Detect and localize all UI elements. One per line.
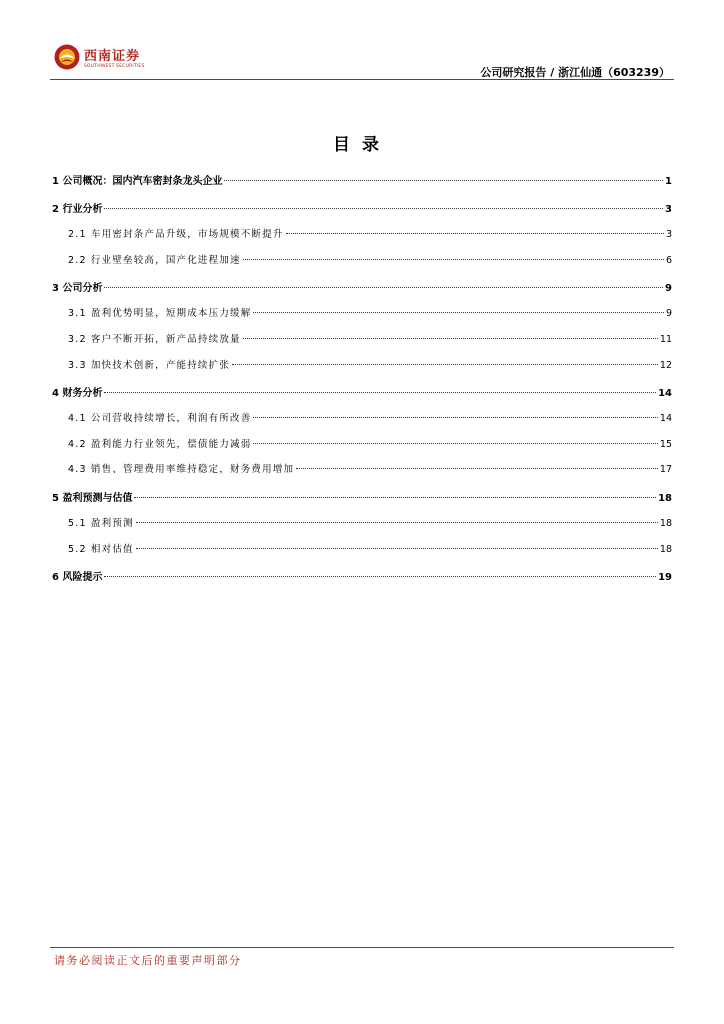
toc-leader-dots <box>253 443 657 444</box>
toc-entry-label: 1 公司概况：国内汽车密封条龙头企业 <box>52 176 223 187</box>
report-title: 公司研究报告 / 浙江仙通（603239） <box>480 66 670 79</box>
toc-subentry[interactable] <box>68 331 672 345</box>
disclaimer-notice: 请务必阅读正文后的重要声明部分 <box>54 954 242 967</box>
toc-entry-label: 4.2 盈利能力行业领先，偿债能力减弱 <box>68 439 252 450</box>
toc-entry-label: 5.2 相对估值 <box>68 544 134 555</box>
toc-entry-label: 2.1 车用密封条产品升级，市场规模不断提升 <box>68 229 284 240</box>
toc-entry-label: 3.3 加快技术创新，产能持续扩张 <box>68 360 231 371</box>
toc-entry-label: 4 财务分析 <box>52 388 103 399</box>
toc-entry-label: 6 风险提示 <box>52 572 103 583</box>
toc-leader-dots <box>243 338 658 339</box>
toc-leader-dots <box>134 497 656 498</box>
toc-entry[interactable] <box>52 172 672 187</box>
toc-leader-dots <box>104 576 656 577</box>
toc-leader-dots <box>104 392 656 393</box>
header-divider <box>50 79 674 80</box>
toc-subentry[interactable] <box>68 541 672 555</box>
logo-emblem-icon <box>54 44 80 70</box>
toc-entry-label: 3.1 盈利优势明显，短期成本压力缓解 <box>68 308 252 319</box>
toc-entry-page: 17 <box>659 464 672 475</box>
toc-subentry[interactable] <box>68 461 672 475</box>
toc-entry-page: 18 <box>659 544 672 555</box>
toc-entry-label: 2 行业分析 <box>52 204 103 215</box>
logo-subtitle: SOUTHWEST SECURITIES <box>84 64 145 69</box>
toc-entry-page: 9 <box>665 283 672 294</box>
toc-entry-page: 19 <box>658 572 672 583</box>
toc-subentry[interactable] <box>68 226 672 240</box>
toc-entry-page: 3 <box>665 229 672 240</box>
toc-entry-page: 15 <box>659 439 672 450</box>
toc-subentry[interactable] <box>68 410 672 424</box>
toc-leader-dots <box>136 522 658 523</box>
toc-entry-page: 3 <box>665 204 672 215</box>
toc-leader-dots <box>296 468 658 469</box>
toc-entry[interactable] <box>52 489 672 504</box>
toc-leader-dots <box>243 259 664 260</box>
toc-leader-dots <box>136 548 658 549</box>
toc-leader-dots <box>104 208 663 209</box>
toc-leader-dots <box>104 287 663 288</box>
toc-entry-page: 1 <box>665 176 672 187</box>
toc-entry-page: 14 <box>659 413 672 424</box>
toc-subentry[interactable] <box>68 357 672 371</box>
toc-entry-page: 18 <box>658 493 672 504</box>
toc-subentry[interactable] <box>68 515 672 529</box>
toc-entry-label: 2.2 行业壁垒较高，国产化进程加速 <box>68 255 241 266</box>
toc-entry-page: 14 <box>658 388 672 399</box>
toc-leader-dots <box>253 417 657 418</box>
toc-entry-label: 3.2 客户不断开拓，新产品持续放量 <box>68 334 241 345</box>
toc-leader-dots <box>253 312 664 313</box>
toc-subentry[interactable] <box>68 305 672 319</box>
toc-entry-page: 11 <box>659 334 672 345</box>
footer-divider <box>50 947 674 948</box>
toc-entry[interactable] <box>52 200 672 215</box>
toc-entry-label: 5 盈利预测与估值 <box>52 493 133 504</box>
toc-entry-page: 18 <box>659 518 672 529</box>
toc-leader-dots <box>232 364 658 365</box>
toc-leader-dots <box>224 180 663 181</box>
toc-entry-label: 4.1 公司营收持续增长，利润有所改善 <box>68 413 252 424</box>
toc-leader-dots <box>286 233 664 234</box>
toc-entry-label: 3 公司分析 <box>52 283 103 294</box>
toc-subentry[interactable] <box>68 436 672 450</box>
toc-entry[interactable] <box>52 384 672 399</box>
toc-entry[interactable] <box>52 568 672 583</box>
page-header <box>0 0 724 82</box>
toc-heading: 目录 <box>333 135 391 155</box>
toc-entry-label: 4.3 销售、管理费用率维持稳定，财务费用增加 <box>68 464 295 475</box>
toc-entry-page: 9 <box>665 308 672 319</box>
toc-subentry[interactable] <box>68 252 672 266</box>
company-logo <box>54 40 164 76</box>
toc-entry-label: 5.1 盈利预测 <box>68 518 134 529</box>
logo-wordmark: 西南证券 <box>84 49 141 64</box>
toc-entry-page: 12 <box>659 360 672 371</box>
toc-entry[interactable] <box>52 279 672 294</box>
toc-entry-page: 6 <box>665 255 672 266</box>
